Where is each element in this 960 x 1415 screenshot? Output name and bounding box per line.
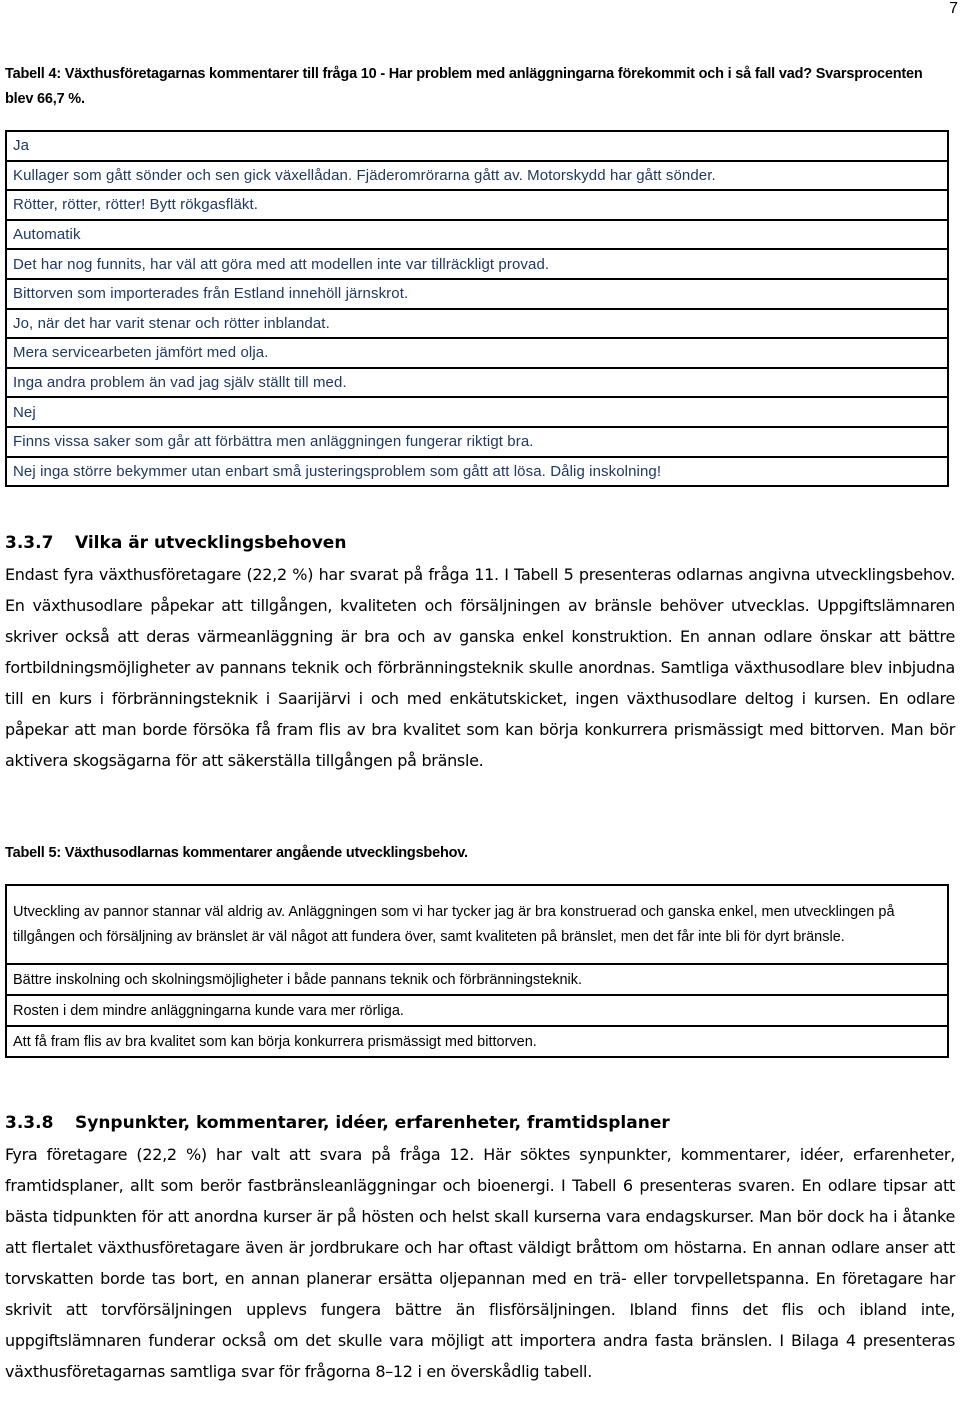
table-row xyxy=(6,338,948,368)
section-title: Synpunkter, kommentarer, idéer, erfarenheter, framtidsplaner xyxy=(75,1113,670,1133)
table-row xyxy=(6,279,948,309)
table-row xyxy=(6,161,948,191)
table-cell: Nej xyxy=(6,397,948,427)
table-cell: Rötter, rötter, rötter! Bytt rökgasfläkt. xyxy=(6,190,948,220)
table-cell: Ja xyxy=(6,131,948,161)
table-cell: Inga andra problem än vad jag själv ställt till med. xyxy=(6,368,948,398)
section-heading-3-3-7 xyxy=(5,532,346,554)
section-number: 3.3.8 xyxy=(5,1113,54,1133)
table-row xyxy=(6,309,948,339)
table-cell: Jo, när det har varit stenar och rötter inblandat. xyxy=(6,309,948,339)
table-row xyxy=(6,457,948,487)
table-cell: Bittorven som importerades från Estland innehöll järnskrot. xyxy=(6,279,948,309)
table-row xyxy=(6,220,948,250)
table-cell: Nej inga större bekymmer utan enbart små justeringsproblem som gått att lösa. Dålig inskolning! xyxy=(6,457,948,487)
table-row xyxy=(6,427,948,457)
table-row xyxy=(6,964,948,995)
table-row xyxy=(6,131,948,161)
table-cell: Det har nog funnits, har väl att göra med att modellen inte var tillräckligt provad. xyxy=(6,249,948,279)
table-5-caption: Tabell 5: Växthusodlarnas kommentarer angående utvecklingsbehov. xyxy=(5,845,468,861)
table-cell: Finns vissa saker som går att förbättra men anläggningen fungerar riktigt bra. xyxy=(6,427,948,457)
table-cell: Automatik xyxy=(6,220,948,250)
table-row xyxy=(6,1026,948,1057)
table-cell: Mera servicearbeten jämfört med olja. xyxy=(6,338,948,368)
table-cell: Rosten i dem mindre anläggningarna kunde vara mer rörliga. xyxy=(6,995,948,1026)
table-row xyxy=(6,190,948,220)
table-cell: Kullager som gått sönder och sen gick växellådan. Fjäderomrörarna gått av. Motorskydd har gått sönder. xyxy=(6,161,948,191)
section-number: 3.3.7 xyxy=(5,533,54,553)
section-heading-3-3-8 xyxy=(5,1112,670,1134)
section-3-3-7-paragraph: Endast fyra växthusföretagare (22,2 %) har svarat på fråga 11. I Tabell 5 presenteras odlarnas angivna utvecklingsbehov. En växthusodlare påpekar att tillgången, kvaliteten och försäljningen av bränsle behöver utvecklas. Uppgiftslämnaren skriver också att deras värmeanläggning är bra och av ganska enkel konstruktion. En annan odlare önskar att bättre fortbildningsmöjligheter av pannans teknik och förbränningsteknik skulle anordnas. Samtliga växthusodlare blev inbjudna till en kurs i förbränningsteknik i Saarijärvi i och med enkätutskicket, ingen växthusodlare deltog i kursen. En odlare påpekar att man borde försöka få fram flis av bra kvalitet som kan börja konkurrera prismässigt med bittorven. Man bör aktivera skogsägarna för att säkerställa tillgången på bränsle. xyxy=(5,565,955,770)
table-row xyxy=(6,368,948,398)
table-row xyxy=(6,995,948,1026)
table-4-caption: Tabell 4: Växthusföretagarnas kommentarer till fråga 10 - Har problem med anläggningarna förekommit och i så fall vad? Svarsprocenten blev 66,7 %. xyxy=(5,66,923,107)
page-number: 7 xyxy=(949,0,958,17)
section-title: Vilka är utvecklingsbehoven xyxy=(75,533,347,553)
table-row xyxy=(6,397,948,427)
section-3-3-8-paragraph: Fyra företagare (22,2 %) har valt att svara på fråga 12. Här söktes synpunkter, kommentarer, idéer, erfarenheter, framtidsplaner, allt som berör fastbränsleanläggningar och bioenergi. I Tabell 6 presenteras svaren. En odlare tipsar att bästa tidpunkten för att anordna kurser är på hösten och helst skall kurserna vara endagskurser. Man bör dock ha i åtanke att flertalet växthusföretagare även är jordbrukare och har oftast väldigt bråttom om höstarna. En annan odlare anser att torvskatten borde tas bort, en annan planerar ersätta oljepannan med en trä- eller torvpelletspanna. En företagare har skrivit att torvförsäljningen upplevs fungera bättre än flisförsäljningen. Ibland finns det flis och ibland inte, uppgiftslämnaren funderar också om det skulle vara möjligt att importera andra fasta bränslen. I Bilaga 4 presenteras växthusföretagarnas samtliga svar för frågorna 8–12 i en överskådlig tabell. xyxy=(5,1145,955,1381)
table-4 xyxy=(5,130,949,487)
table-row xyxy=(6,249,948,279)
table-5 xyxy=(5,884,949,1058)
table-cell: Utveckling av pannor stannar väl aldrig av. Anläggningen som vi har tycker jag är bra konstruerad och ganska enkel, men utvecklingen på tillgången och försäljning av bränslet är väl något att fundera över, samt kvaliteten på bränslet, men det får inte bli för dyrt bränsle. xyxy=(6,885,948,964)
table-cell: Att få fram flis av bra kvalitet som kan börja konkurrera prismässigt med bittorven. xyxy=(6,1026,948,1057)
table-cell: Bättre inskolning och skolningsmöjligheter i både pannans teknik och förbränningsteknik. xyxy=(6,964,948,995)
table-row xyxy=(6,885,948,964)
